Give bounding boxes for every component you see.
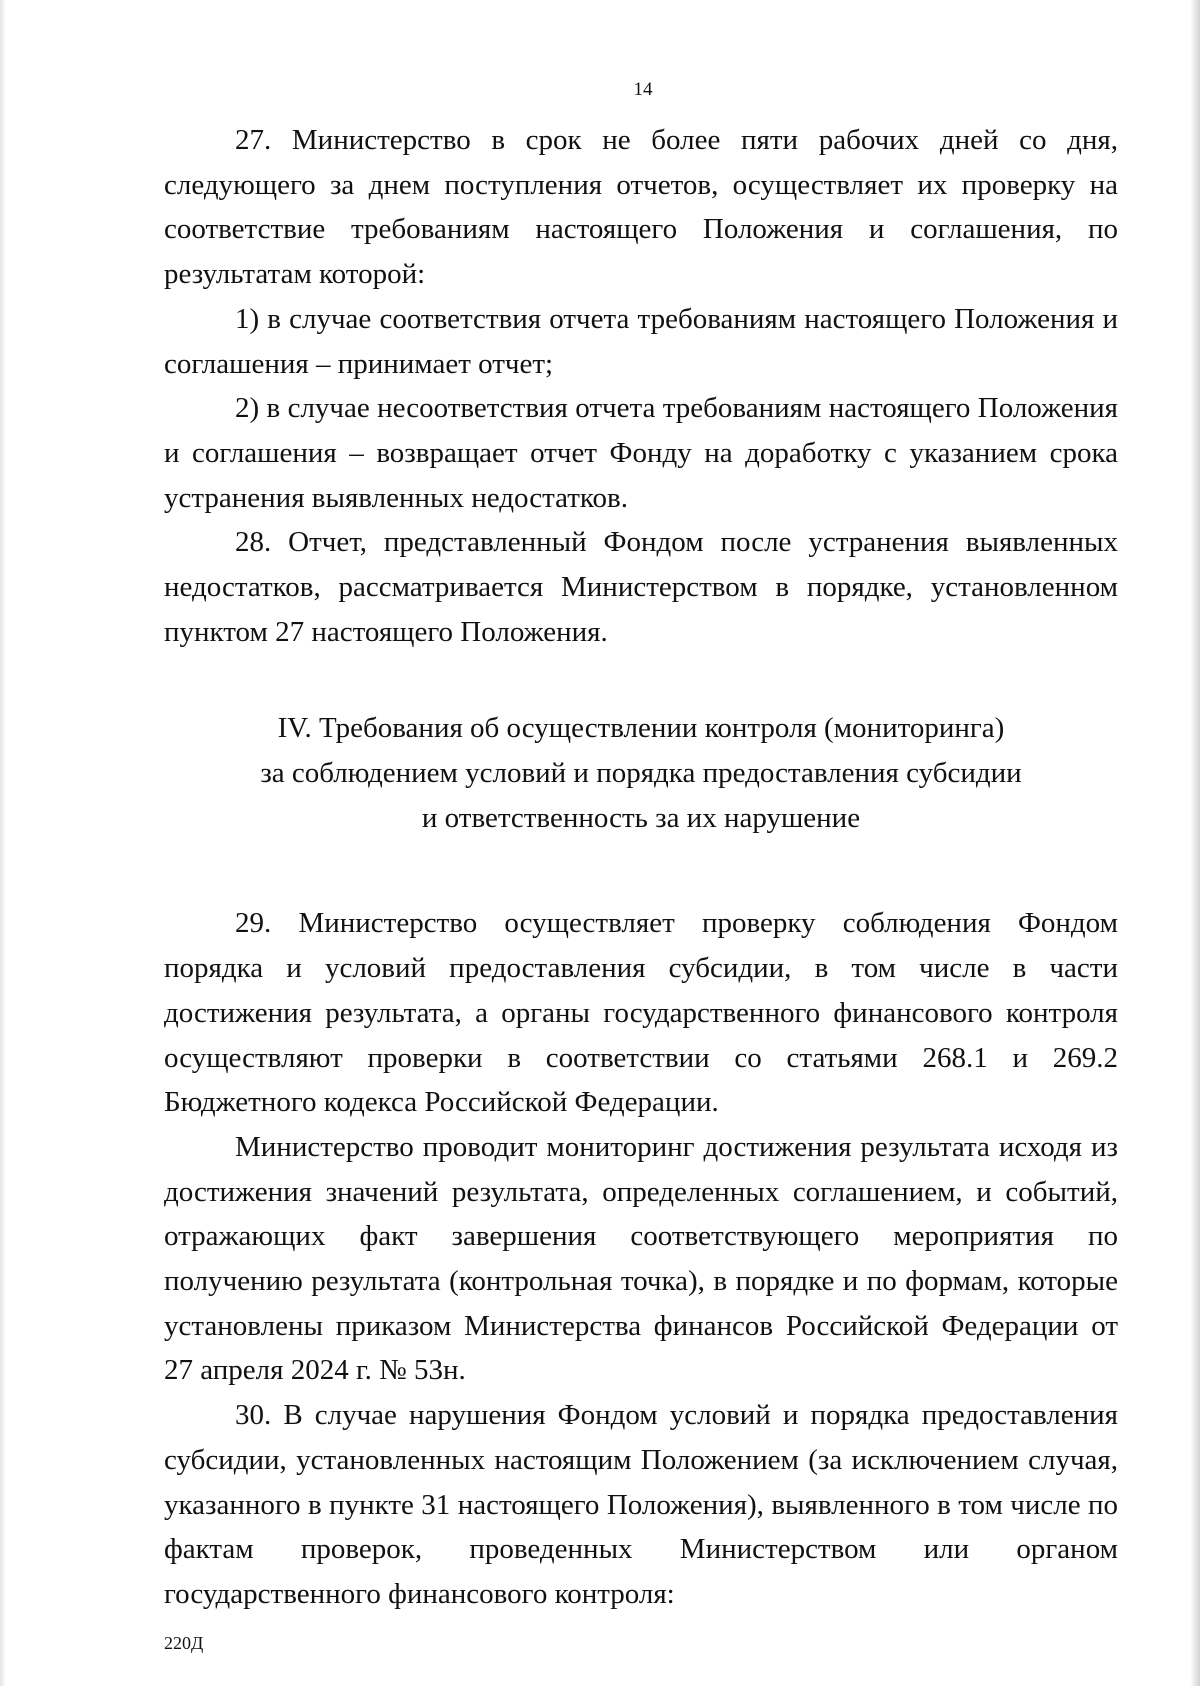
section-heading-line: IV. Требования об осуществлении контроля (мониторинга) <box>277 712 1005 745</box>
paragraph-29-monitoring: Министерство проводит мониторинг достижения результата исходя из достижения значений результата, определенных соглашением, и событий, отражающих факт завершения соответствующего мероприятия по получению результата (контрольная точка), в порядке и по формам, которые установлены приказом Министерства финансов Российской Федерации от 27 апреля 2024 г. № 53н. <box>164 1130 1118 1387</box>
scan-edge-right <box>1190 0 1200 1686</box>
paragraph-27-item-2: 2) в случае несоответствия отчета требованиям настоящего Положения и соглашения – возвращает отчет Фонду на доработку с указанием срока устранения выявленных недостатков. <box>164 392 1118 514</box>
paragraph-27-item-1: 1) в случае соответствия отчета требованиям настоящего Положения и соглашения – принимает отчет; <box>164 302 1118 380</box>
page-number: 14 <box>633 79 653 100</box>
paragraph-30: 30. В случае нарушения Фондом условий и порядка предоставления субсидии, установленных настоящим Положением (за исключением случая, указанного в пункте 31 настоящего Положения), выявленного в том числе по фактам проверок, проведенных Министерством или органом государственного финансового контроля: <box>164 1399 1118 1610</box>
document-code: 220Д <box>164 1633 204 1653</box>
paragraph-29: 29. Министерство осуществляет проверку соблюдения Фондом порядка и условий предоставления субсидии, в том числе в части достижения результата, а органы государственного финансового контроля осуществляют проверки в соответствии со статьями 268.1 и 269.2 Бюджетного кодекса Российской Федерации. <box>164 907 1118 1119</box>
scan-edge-left <box>0 0 6 1686</box>
document-body <box>164 118 1118 1617</box>
section-heading-line: и ответственность за их нарушение <box>421 802 861 835</box>
paragraph-28: 28. Отчет, представленный Фондом после устранения выявленных недостатков, рассматривается Министерством в порядке, установленном пунктом 27 настоящего Положения. <box>164 526 1118 648</box>
paragraph-27: 27. Министерство в срок не более пяти рабочих дней со дня, следующего за днем поступления отчетов, осуществляет их проверку на соответствие требованиям настоящего Положения и соглашения, по результатам которой: <box>164 124 1118 291</box>
section-heading-line: за соблюдением условий и порядка предоставления субсидии <box>260 757 1022 790</box>
section-heading <box>164 706 1118 841</box>
